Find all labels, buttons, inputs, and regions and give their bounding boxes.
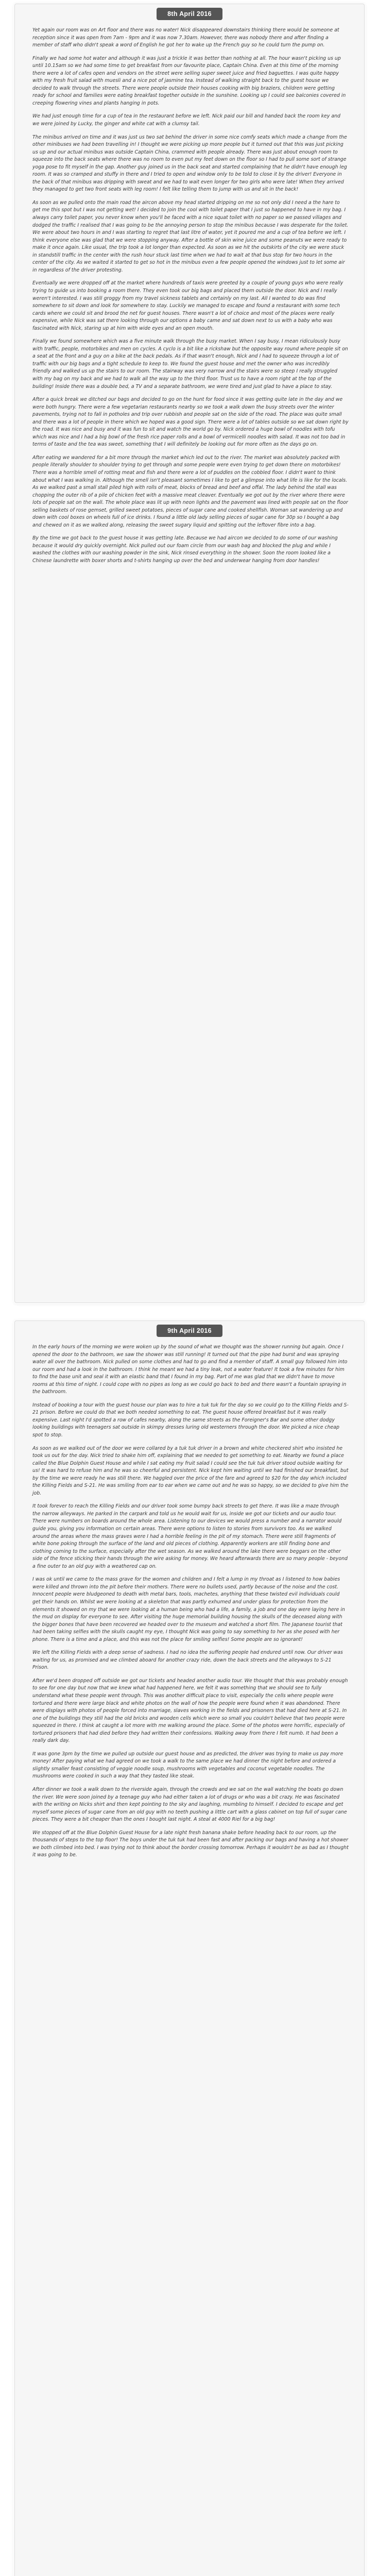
entry-paragraph: Yet again our room was on Art floor and there was no water! Nick disappeared downstairs thinking there would be someone at reception since it was open from 7am - 9pm and it was now 7.30am. However, there was nobody there and after finding a member of staff who didn't speak a word of English he got her to wake up the French guy so he could turn the pump on. bbox=[32, 27, 339, 48]
entry-paragraph: By the time we got back to the guest house it was getting late. Because we had aircon we decided to do some of our washing because it would dry quickly overnight. Nick pulled out our foam circle from our wash bag and blocked the plug and while I washed the clothes with our washing powder in the sink, Nick rinsed everything in the shower. Soon the room looked like a Chinese laundrette with boxer shorts and t-shirts hanging up over the bed and underwear hanging from door handles! bbox=[32, 535, 338, 564]
entry-paragraph: After eating we wandered for a bit more through the market which led out to the river. The market was absolutely packed with people literally shoulder to shoulder trying to get through and some people were even trying to get down there on motorbikes! There was a horrible smell of rotting meat and fish and there were a lot of puddles on the cobbled floor. I didn't want to think about what I was walking in. Although the smell isn't pleasant sometimes I like to get a glimpse into what life is like for the locals. As we walked past a small stall piled high with rolls of meat, blocks of bread and beef and offal. The lady behind the stall was chopping the outer rib of a pile of chicken feet with a massive meat cleaver. Eventually we got out by the river where there were lots of people sat on the wall. The whole place was lit up with neon lights and the pavement was lined with people sat on the floor selling baskets of rose gemset, grilled sweet potatoes, pieces of sugar cane and cooked shellfish. Woman sat wandering up and down with cool boxes on wheels full of ice drinks. I found a little old lady selling pieces of sugar cane for 30p so I bought a bag and chewed on it as we walked along, releasing the sweet sugary liquid and spitting out the leftover fibre into a bag. bbox=[32, 454, 348, 528]
entry-paragraph: We stopped off at the Blue Dolphin Guest House for a late night fresh banana shake before heading back to our room, up the thousands of steps to the top floor! The boys under the tuk tuk had been fast and after packing our bags and having a hot shower we both climbed into bed. I was trying not to think about the border crossing tomorrow. Perhaps it wouldn't be as bad as I thought it was going to be. bbox=[32, 1829, 349, 1858]
entry-body bbox=[32, 27, 349, 571]
entry-paragraph: As soon as we walked out of the door we were collared by a tuk tuk driver in a brown and white checkered shirt who insisted he took us out for the day. Nick tried to shake him off, explaining that we needed to get something to eat. Nearby we found a place called the Blue Dolphin Guest House and while I sat eating my fruit salad I could see the tuk tuk driver stood outside waiting for us! It was hard to refuse him and he was so cheerful and persistent. Nick kept him waiting until we had finished our breakfast, but by the time we were ready he was still there. We haggled over the price of the fare and agreed to $20 for the day which included the Killing Fields and S-21. He was smiling from ear to ear when we came out and he was so happy, so we decided to give him the job. bbox=[32, 1445, 349, 1496]
entry-paragraph: Instead of booking a tour with the guest house our plan was to hire a tuk tuk for the day so we could go to the Killing Fields and S-21 prison. Before we could do that we both needed something to eat. The guest house offered breakfast but it was really expensive. Last night I'd spotted a row of cafes nearby, along the same streets as the Foreigner's Bar and some other dodgy looking buildings with teenagers sat outside in skimpy dresses luring old westerners through the door. We picked a nice cheap spot to stop. bbox=[32, 1402, 349, 1438]
entry-paragraph: We left the Killing Fields with a deep sense of sadness. I had no idea the suffering people had endured until now. Our driver was waiting for us, as promised and we climbed aboard for another crazy ride, down the back streets and the alleyways to S-21 Prison. bbox=[32, 1650, 343, 1671]
entry-date-badge: 8th April 2016 bbox=[157, 8, 222, 20]
entry-paragraph: After a quick break we ditched our bags and decided to go on the hunt for food since it was getting quite late in the day and we were both hungry. There were a few vegetarian restaurants nearby so we took a walk down the busy streets over the winter pavements, trying not to fall in potholes and trip over rubbish and people sat on the side of the road. The place was quite small and there was a lot of people in there which we hoped was a good sign. There were a lot of tables outside so we sat down right by the road. It was nice and busy and it was fun to sit and watch the world go by. Nick ordered a huge bowl of noodles with tofu which was nice and I had a big bowl of the fresh rice paper rolls and a bowl of vermicelli noodles with salad. It was not too bad in terms of taste and the tea was sweet, something that I will definitely be looking out for more often as the days go on. bbox=[32, 397, 349, 448]
entry-paragraph: We had just enough time for a cup of tea in the restaurant before we left. Nick paid our bill and handed back the room key and we were joined by Lucky, the ginger and white cat with a clumsy tail. bbox=[32, 113, 340, 127]
journal-entry-card bbox=[14, 4, 365, 1303]
journal-entry-card bbox=[14, 1320, 365, 2576]
entry-date-badge: 9th April 2016 bbox=[157, 1325, 222, 1337]
entry-paragraph: Finally we found somewhere which was a five minute walk through the busy market. When I say busy, I mean ridiculously busy with traffic, people, motorbikes and men on cycles. A cyclo is a bit like a rickshaw but the opposite way round where people sit on a seat at the front and a guy on a bike at the back pedals. As if that wasn't enough, Nick and I had to squeeze through a lot of traffic with our big bags and a tight schedule to keep to. We found the guest house and met the owner who was incredibly friendly and walked us up the stairs to our room. The stairway was very narrow and the stairs were so steep I really struggled with my bag on my back and we had to walk all the way up to the third floor. Trust us to have a room right at the top of the building! Inside there was a double bed, a TV and a separate bathroom, we were tired and just glad to have a place to stay. bbox=[32, 338, 348, 389]
entry-paragraph: After dinner we took a walk down to the riverside again, through the crowds and we sat on the wall watching the boats go down the river. We were soon joined by a teenage guy who had either taken a lot of drugs or who was a bit crazy. He was fascinated with the writing on Nicks shirt and then kept pointing to the sky and laughing, mumbling to himself. I decided to escape and get myself some pieces of sugar cane from an old guy with no teeth pushing a little cart with a glass cabinet on top full of sugar cane pieces. They were a bit cheaper than the ones I bought last night. A steal at 4000 Riel for a big bag! bbox=[32, 1786, 347, 1823]
entry-paragraph: After we'd been dropped off outside we got our tickets and headed another audio tour. We thought that this was probably enough to see for one day but now that we knew what had happened here, we felt it was something that we should see to fully understand what these people went through. This was another difficult place to visit, especially the cells where people were tortured and there were large black and white photos on the wall of how the people were found when it was abandoned. There were displays with photos of people forced into marriage, slaves working in the fields and prisoners that had died here at S-21. In one of the buildings they still had the old bricks and wooden cells which were so small you couldn't believe that two people were squeezed in there. I think at caught a lot more with me walking around the place. Some of the photos were horrific, especially of tortured prisoners that had died before they had written their confessions. Walking away from there I felt numb. It had been a really dark day. bbox=[32, 1677, 348, 1744]
entry-paragraph: Eventually we were dropped off at the market where hundreds of taxis were greeted by a couple of young guys who were really trying to guide us into booking a room there. They even took our big bags and placed them outside the door. Nick and I really weren't interested. I was still groggy from my travel sickness tablets and certainly on my last. All I wanted to do was find somewhere to sit down and look for somewhere to stay. Luckily we managed to escape and found a restaurant with some tech cards where we could sit and brood the net for guest houses. There wasn't a lot of choice and most of the places were really expensive, while Nick was sat there looking through our options a baby came and sat down next to us with a baby who was fascinated with Nick, staring up at him with wide eyes and an open mouth. bbox=[32, 280, 343, 331]
entry-paragraph: In the early hours of the morning we were woken up by the sound of what we thought was the shower running but again. Once I opened the door to the bathroom, we saw the shower was still running! It turned out that the pipe had burst and was spraying water all over the bathroom. Nick pulled on some clothes and had to go and find a member of staff. A small guy followed him into our room and had a look in the bathroom. I think he meant we had a tiny leak, not a water feature! It took a few minutes for him to find the base unit and seal it with an elastic band that I found in my bag. Part of me was glad that we didn't have to move rooms at this time of night. I could cope with no pipes as long as we could go back to bed and there wasn't a fountain spraying in the bathroom. bbox=[32, 1344, 348, 1395]
entry-body bbox=[32, 1344, 349, 1865]
entry-paragraph: The minibus arrived on time and it was just us two sat behind the driver in some nice comfy seats which made a change from the other minibuses we had been travelling in! I thought we were picking up more people but it turned out that this was just picking us up and our actual minibus was outside Captain China, crammed with people already. There was just about enough room to squeeze into the back seats where there was no room to even put my feet down on the floor so I had to pull some sort of strange yoga pose to fit myself in the gap. Another guy joined us in the back seat and started complaining that he didn't have enough leg room. It was so cramped and stuffy in there and I tried to open and window only to be told to close it by the driver! Everyone in the back of that minibus was dripping with sweat and we had to wait even longer for two girls who were late! When they arrived they managed to get two front seats with leg room! I felt like telling them to jump with us and sit in the back! bbox=[32, 134, 347, 193]
entry-paragraph: I was ok until we came to the mass grave for the women and children and I felt a lump in my throat as I listened to how babies were killed and thrown into the pit before their mothers. There were no bullets used, partly because of the noise and the cost. Innocent people were bludgeoned to death with metal bars, tools, machetes, anything that these twisted evil individuals could get their hands on. Whilst we were looking at a skeleton that was partly exhumed and under glass for protection from the elements it showed on my that we were looking at a human being who had a life, a family, a job and one day were laying here in the mud on display for everyone to see. After visiting the huge memorial building housing the skulls of the deceased along with the bigger bones that have been recovered we headed over to the museum and watched a short film. The Japanese tourist that had been taking selfies with the skulls caught my eye, I thought Nick was going to say something to her as she posed with her phone. There is a time and a place, and this was not the place for smiling selfies! Some people are so ignorant! bbox=[32, 1577, 345, 1642]
entry-paragraph: It was gone 3pm by the time we pulled up outside our guest house and as predicted, the driver was trying to make us pay more money! After paying what we had agreed on we took a walk to the same place we had dinner the night before and ordered a slightly smaller feast consisting of veggie noodle soup, mushrooms with vegetables and coconut vegetable noodles. The mushrooms were cooked in such a way that they tasted like steak. bbox=[32, 1751, 343, 1780]
entry-paragraph: As soon as we pulled onto the main road the aircon above my head started dripping on me so not only did I need a the hare to get me this spot but I was not getting wet! I decided to join the cool with toilet paper that I just so happened to have in my bag. I always carry toilet paper, you never know when you'll be faced with a nice squat toilet with no paper so we passed villages and dodged the traffic I realised that I was going to be the annoying person to stop the minibus because I was desperate for the toilet. We were about two hours in and I was starting to regret that last litre of water, yet it poured me and a cup of tea before we left. I think everyone else was glad that we were stopping anyway. After a bottle of skin wine juice and some peanuts we were ready to make it once again. Like usual, the trip took a lot longer than expected. As soon as we hit the outskirts of the city we were stuck in standstill traffic in the center with the rush hour stuck last time when we had to wait at that bus stop for two hours in the center of the city. As we waited it started to get so hot in the minibus even a few people opened the windows just to let some air in regardless of the driver protesting. bbox=[32, 199, 349, 273]
entry-paragraph: It took forever to reach the Killing Fields and our driver took some bumpy back streets to get there. It was like a maze through the narrow alleyways. He parked in the carpark and told us he would wait for us, inside we got our tickets and our audio tour. There were numbers on boards around the whole area. Listening to our devices we would press a number and a narrator would guide you, giving you information on certain areas. There were options to listen to stories from survivors too. As we walked around the areas where the mass graves were I had a horrible feeling in the pit of my stomach. There were still fragments of white bone poking through the surface of the land and old pieces of clothing. Apparently workers are still finding bone and clothing coming to the surface, especially after the wet season. As we walked around the lake there were beggars on the other side of the fence sticking their hands through the wire asking for money. We heard afterwards there are so many people - beyond a fine outer to an old guy with a weathered cap on. bbox=[32, 1503, 348, 1569]
entry-paragraph: Finally we had some hot water and although it was just a trickle it was better than nothing at all. The hour wasn't picking us up until 10.15am so we had some time to get breakfast from our favourite place, Captain China. Even at this time of the morning there were a lot of cafes open and vendors on the street were selling super sweet juice and fried baguettes. I was quite happy with my fresh fruit salad with muesli and a nice pot of jasmine tea. Instead of walking straight back to the guest house we decided to walk through the streets. There were people outside their houses cooking with big braziers, children were getting ready for school and families were eating breakfast together outside in the sunshine. Looking up I could see balconies covered in creeping flowering vines and plants hanging in pots. bbox=[32, 55, 346, 106]
